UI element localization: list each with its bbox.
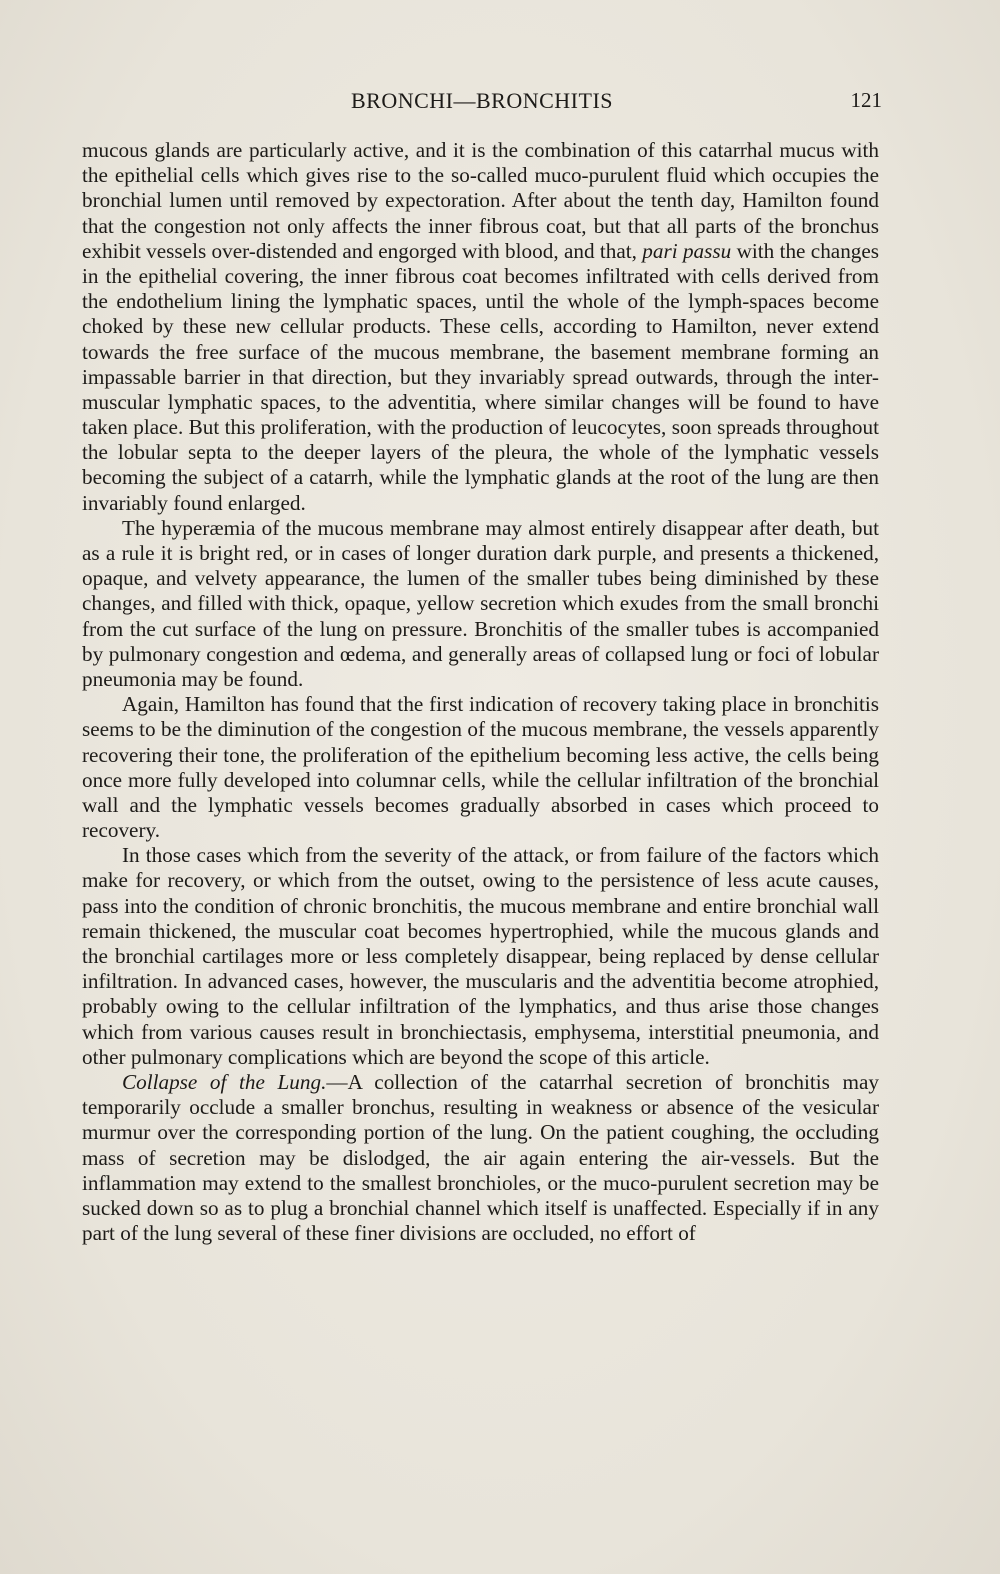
running-title: BRONCHI—BRONCHITIS <box>350 88 614 113</box>
paragraph-5-text: —A collection of the catarrhal secretion of bronchitis may temporarily occlude a smaller bronchus, resulting in weakness or absence of the vesicular murmur over the corresponding portion of the lung. On the patient coughing, the occluding mass of secretion may be dislodged, the air again entering the air-vessels. But the inflammation may extend to the smallest bronchioles, or the muco-purulent secretion may be sucked down so as to plug a bronchial channel which itself is unaffected. Especially if in any part of the lung several of these finer divisions are occluded, no effort of <box>82 1069 880 1246</box>
running-head <box>82 88 882 118</box>
latin-phrase: pari passu <box>642 238 732 263</box>
paragraph-2: The hyperæmia of the mucous membrane may almost entirely disappear after death, but as a rule it is bright red, or in cases of longer duration dark purple, and presents a thickened, opaque, and velvety appearance, the lumen of the smaller tubes being diminished by these changes, and filled with thick, opaque, yellow secretion which exudes from the small bronchi from the cut surface of the lung on pressure. Bronchitis of the smaller tubes is accompanied by pulmonary congestion and œdema, and generally areas of collapsed lung or foci of lobular pneumonia may be found. <box>82 515 879 691</box>
paragraph-4: In those cases which from the severity of the attack, or from failure of the factors which make for recovery, or which from the outset, owing to the persistence of less acute causes, pass into the condition of chronic bronchitis, the mucous membrane and entire bronchial wall remain thickened, the muscular coat becomes hypertrophied, while the mucous glands and the bronchial cartilages more or less completely disappear, being replaced by dense cellular infiltration. In advanced cases, however, the muscularis and the adventitia become atrophied, probably owing to the cellular infiltration of the lymphatics, and thus arise those changes which from various causes result in bronchiectasis, emphysema, interstitial pneumonia, and other pulmonary complications which are beyond the scope of this article. <box>82 843 879 1069</box>
paragraph-1-text-a: mucous glands are particularly active, and it is the combination of this catarrhal mucus with the epithelial cells which gives rise to the so-called muco-purulent fluid which occupies the bronchial lumen until removed by expectoration. After about the tenth day, Hamilton found that the congestion not only affects the inner fibrous coat, but that all parts of the bronchus exhibit vessels over-distended and engorged with blood, and that, <box>82 138 879 263</box>
paragraph-5 <box>82 1070 879 1246</box>
page-number: 121 <box>850 88 882 112</box>
paragraph-3: Again, Hamilton has found that the first indication of recovery taking place in bronchitis seems to be the diminution of the congestion of the mucous membrane, the vessels apparently recovering their tone, the proliferation of the epithelium becoming less active, the cells being once more fully developed into columnar cells, while the cellular infiltration of the bronchial wall and the lymphatic vessels becomes gradually absorbed in cases which proceed to recovery. <box>82 692 879 843</box>
body-text <box>82 138 879 1246</box>
section-heading: Collapse of the Lung. <box>122 1069 327 1094</box>
paragraph-1 <box>82 138 879 516</box>
paragraph-1-text-b: with the changes in the epithelial covering, the inner fibrous coat becomes infiltrated with cells derived from the endothelium lining the lymphatic spaces, until the whole of the lymph-spaces become choked by these new cellular products. These cells, according to Hamilton, never extend towards the free surface of the mucous membrane, the basement membrane forming an impassable barrier in that direction, but they invariably spread outwards, through the inter-muscular lymphatic spaces, to the adventitia, where similar changes will be found to have taken place. But this proliferation, with the production of leucocytes, soon spreads throughout the lobular septa to the deeper layers of the pleura, the whole of the lymphatic vessels becoming the subject of a catarrh, while the lymphatic glands at the root of the lung are then invariably found enlarged. <box>82 238 880 515</box>
